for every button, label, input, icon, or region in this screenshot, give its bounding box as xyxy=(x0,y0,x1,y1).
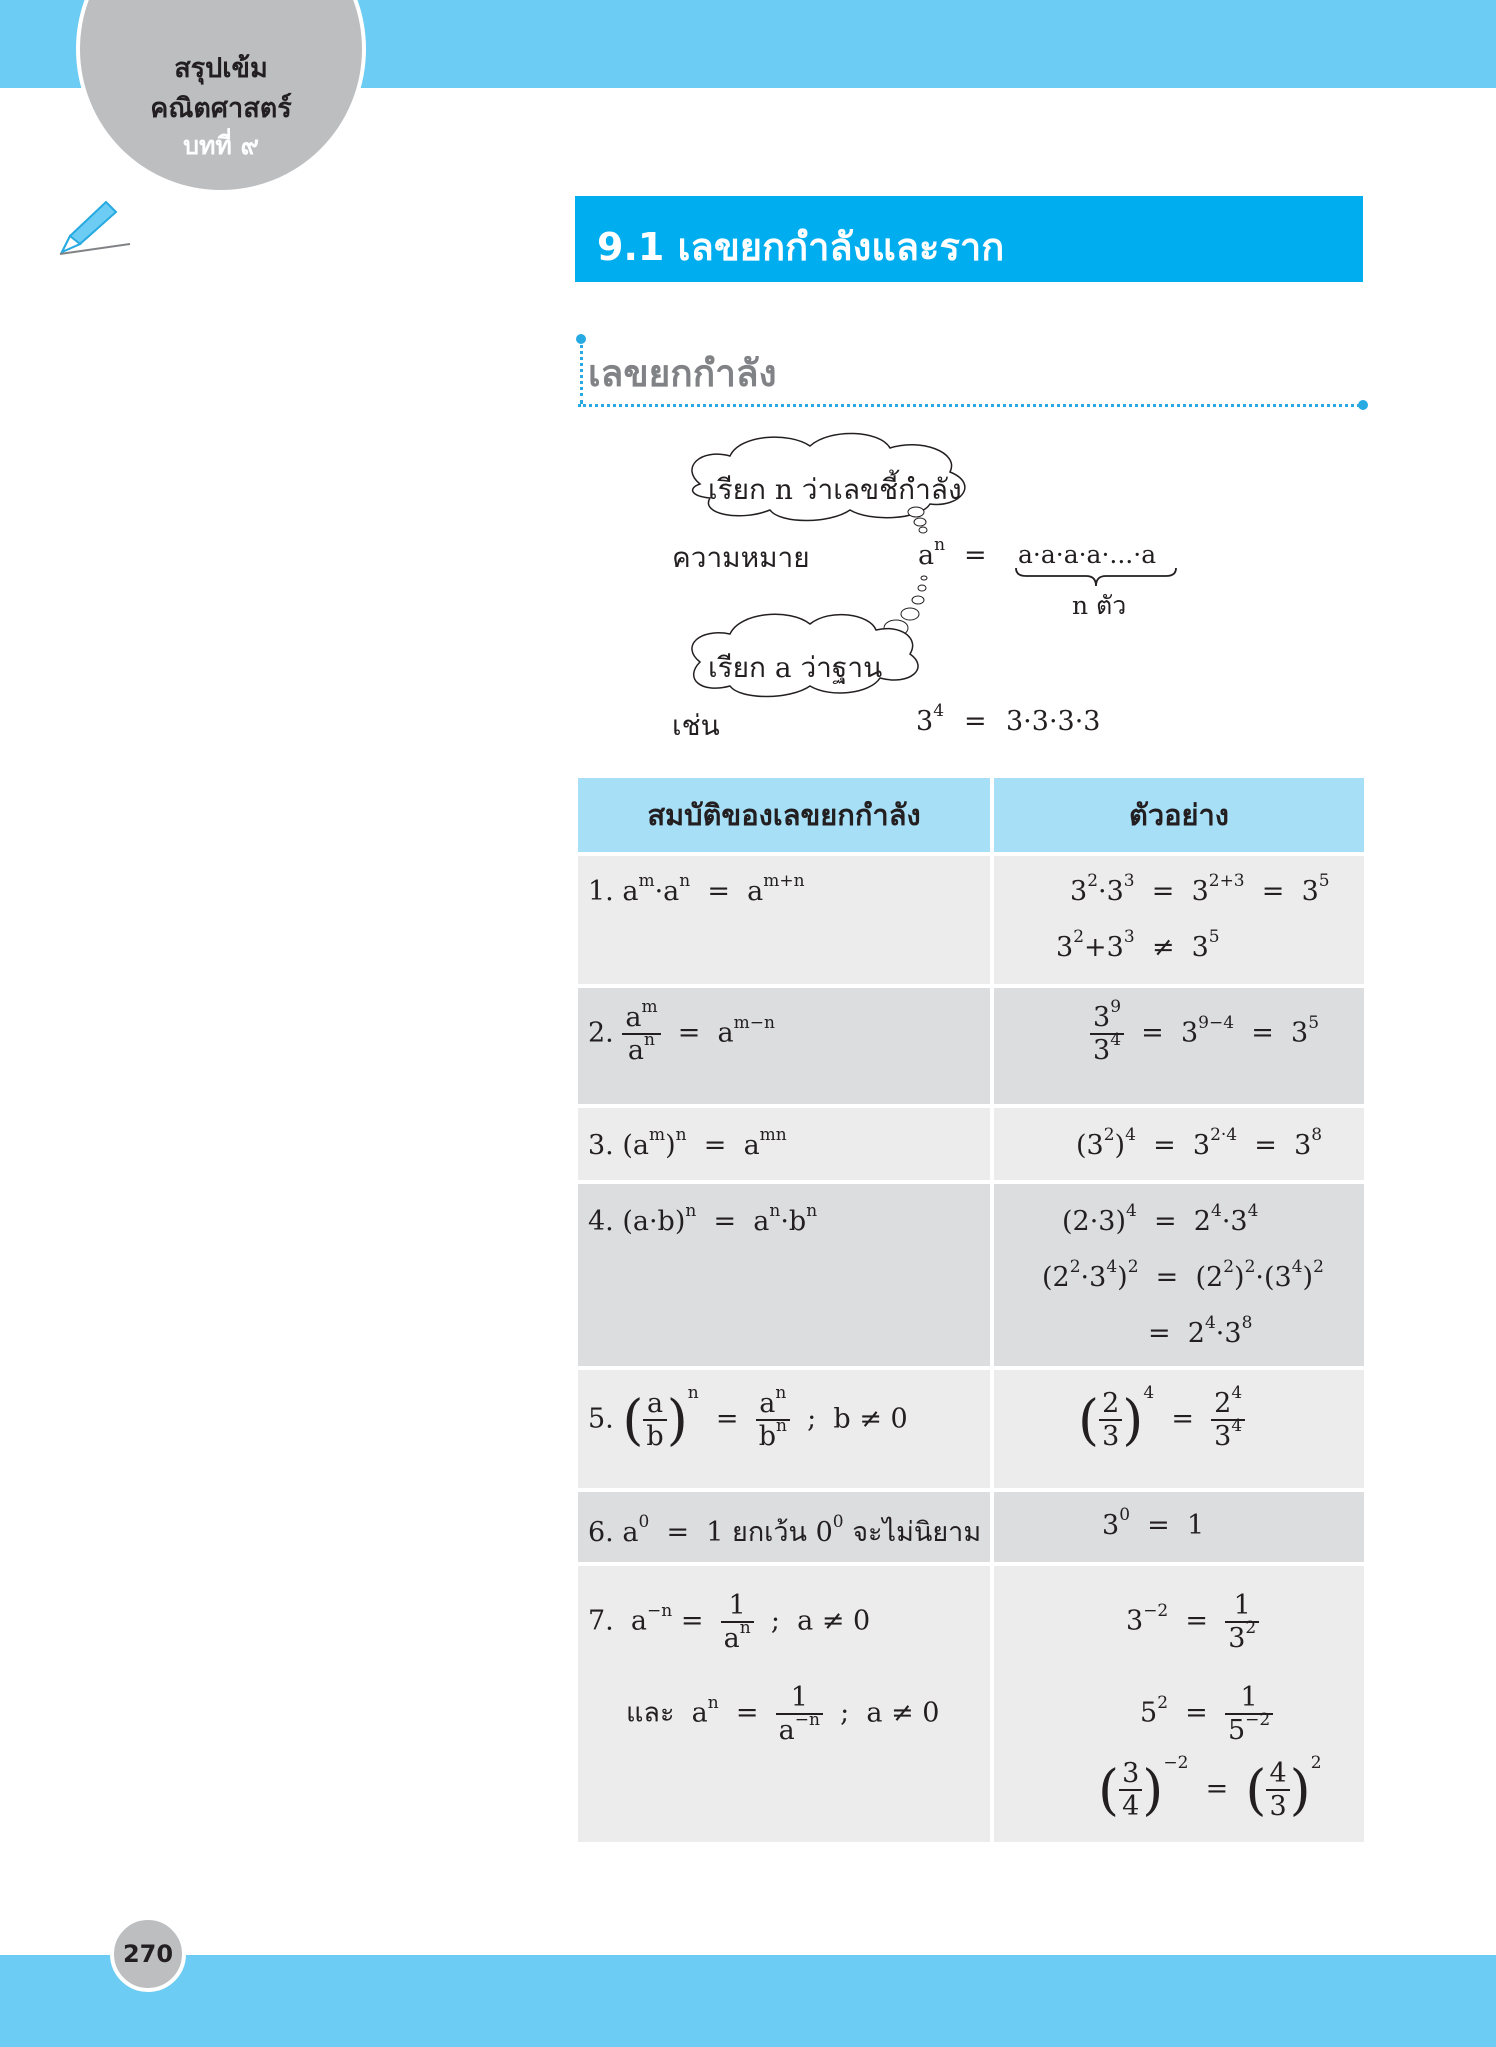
section-title: 9.1 เลขยกกำลังและราก xyxy=(597,225,1005,269)
example-equals: = xyxy=(964,706,987,737)
property-3: 3. $(a^m)^n = a^{mn}$ xyxy=(588,1125,787,1161)
property-7a: 7. $a^{-n}$ = $\frac{1}{a^n}$ ; a ≠ 0 xyxy=(588,1590,871,1654)
section-title-bar xyxy=(575,196,1363,282)
example-5: ( $\frac{2}{3}$ )$^4$ = $\frac{2^4}{3^4}$ xyxy=(1078,1388,1245,1452)
example-3: $(3^2)^4 = 3^{2\cdot 4} = 3^8$ xyxy=(1076,1125,1323,1161)
cloud-base-label: เรียก a ว่าฐาน xyxy=(708,651,883,684)
subheading-rule xyxy=(578,404,1366,407)
cloud-exponent-label: เรียก n ว่าเลขชี้กำลัง xyxy=(708,473,962,506)
example-4c: = $2^4\cdot 3^8$ xyxy=(1148,1313,1253,1349)
example-label: เช่น xyxy=(672,709,720,742)
power-definition: $a^n$ xyxy=(918,535,946,571)
underbrace xyxy=(1014,566,1178,588)
example-4a: $(2\cdot 3)^4 = 2^4\cdot 3^4$ xyxy=(1062,1201,1259,1237)
example-6: $3^0 = 1$ xyxy=(1102,1505,1205,1541)
property-2: 2. $\frac{a^m}{a^n}$ = $a^{m-n}$ xyxy=(588,997,775,1066)
property-6: 6. $a^0 = 1$ ยกเว้น $0^0$ จะไม่นิยาม xyxy=(588,1512,982,1548)
brace-label: n ตัว xyxy=(1072,591,1127,620)
example-4b: $(2^2\cdot 3^4)^2 = (2^2)^2\cdot(3^4)^2$ xyxy=(1042,1257,1324,1293)
example-2: $\frac{3^9}{3^4}$ = $3^{9-4} = 3^5$ xyxy=(1090,1002,1319,1066)
product-expansion: a·a·a·a·...·a xyxy=(1018,540,1157,569)
example-1b: $3^2+3^3 \ne 3^5$ xyxy=(1056,927,1220,963)
property-4: 4. $(a\cdot b)^n = a^n\cdot b^n$ xyxy=(588,1201,818,1237)
rule-dot-top xyxy=(576,334,586,344)
table-header-properties: สมบัติของเลขยกกำลัง xyxy=(578,778,990,852)
page-number: 270 xyxy=(110,1916,186,1992)
example-1a: $3^2\cdot 3^3 = 3^{2+3} = 3^5$ xyxy=(1070,871,1330,907)
property-1: 1. $a^m\cdot a^n = a^{m+n}$ xyxy=(588,871,805,907)
badge-line-2: คณิตศาสตร์ xyxy=(150,93,292,124)
badge-chapter: บทที่ ๙ xyxy=(183,131,259,160)
chapter-badge xyxy=(76,0,366,194)
pencil-icon xyxy=(56,198,136,258)
example-7c: ( $\frac{3}{4}$ )$^{-2}$ = ( $\frac{4}{3}$ )$^2$ xyxy=(1098,1752,1322,1822)
example-expansion: 3·3·3·3 xyxy=(1006,706,1101,737)
subheading-rule-vertical xyxy=(580,338,583,404)
property-7b: และ $a^n$ = $\frac{1}{a^{-n}}$ ; a ≠ 0 xyxy=(626,1682,940,1746)
table-header-examples: ตัวอย่าง xyxy=(994,778,1364,852)
equals-sign: = xyxy=(964,540,987,571)
subheading: เลขยกกำลัง xyxy=(588,352,777,395)
bottom-banner xyxy=(0,1955,1496,2047)
rule-dot-end xyxy=(1358,400,1368,410)
badge-line-1: สรุปเข้ม xyxy=(174,53,268,84)
example-7a: $3^{-2}$ = $\frac{1}{3^2}$ xyxy=(1126,1590,1259,1654)
example-7b: $5^2$ = $\frac{1}{5^{-2}}$ xyxy=(1140,1682,1273,1746)
property-5: 5. ( $\frac{a}{b}$ )$^n$ = $\frac{a^n}{b^n}$ ; b ≠ 0 xyxy=(588,1382,908,1452)
meaning-label: ความหมาย xyxy=(672,541,810,574)
example-power: $3^4$ xyxy=(916,701,945,737)
